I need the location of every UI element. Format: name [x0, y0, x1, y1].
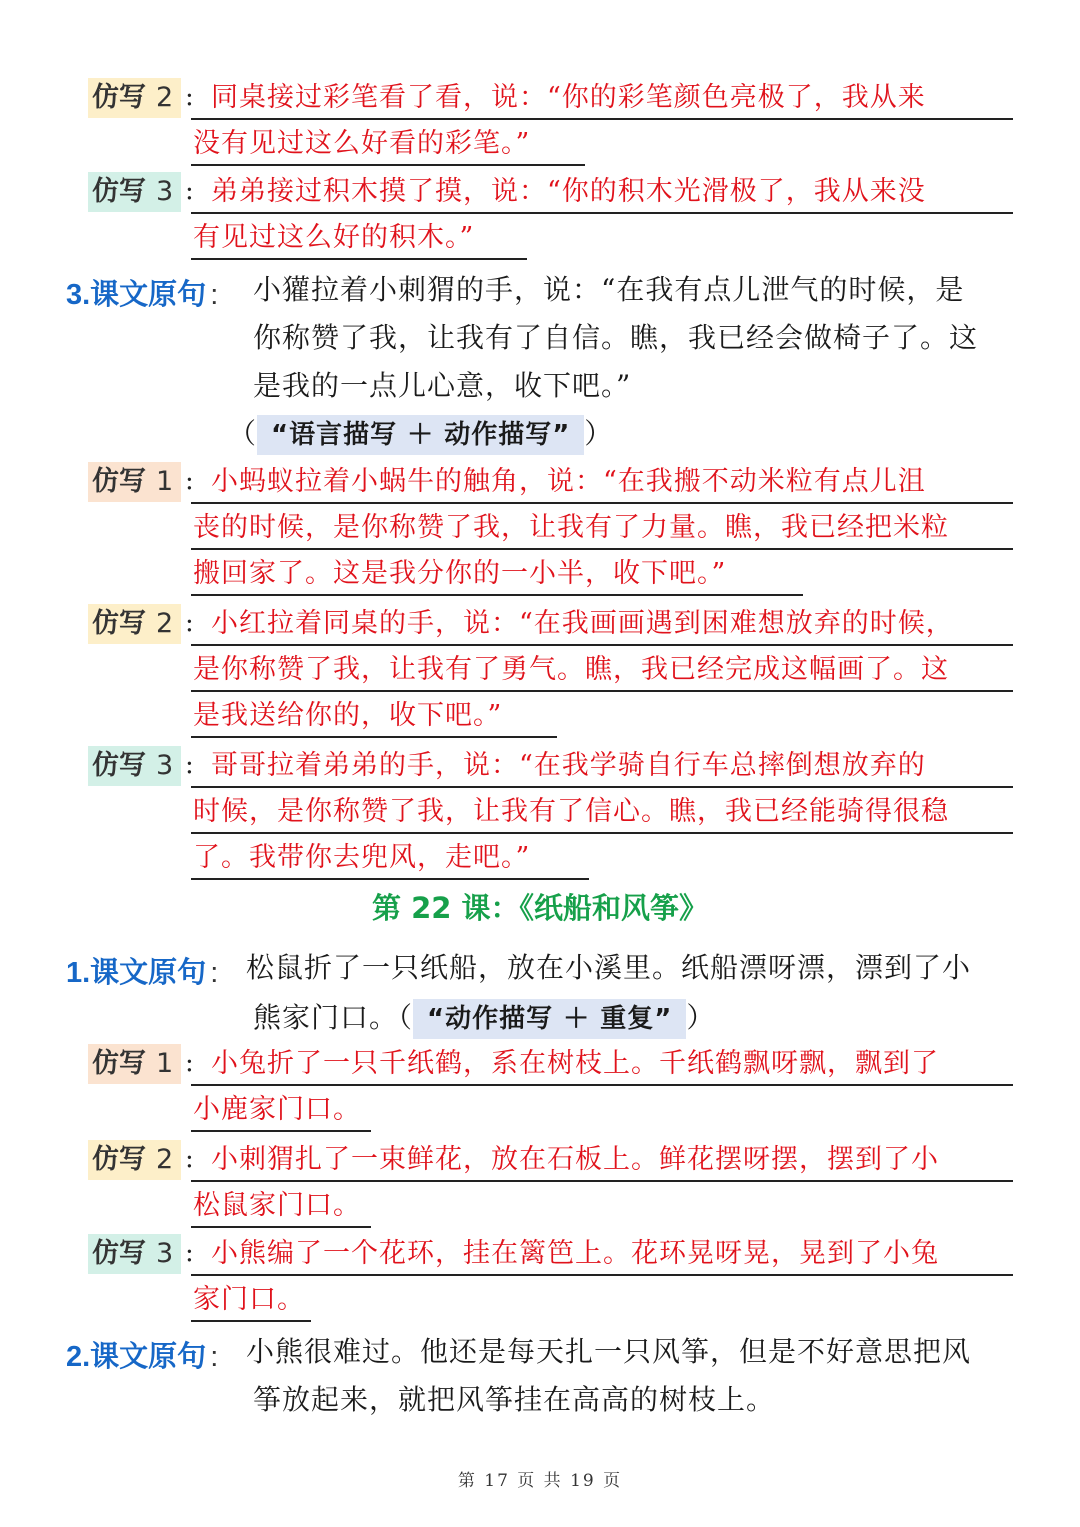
imitation-label-2: 仿写 2 — [88, 78, 181, 118]
page-number: 第 17 页 共 19 页 — [457, 1471, 623, 1491]
original-line: 松鼠折了一只纸船，放在小溪里。纸船漂呀漂，漂到了小 — [246, 951, 972, 984]
answer-line: 搬回家了。这是我分你的一小半，收下吧。” — [191, 554, 803, 596]
original-line: 小熊很难过。他还是每天扎一只风筝，但是不好意思把风 — [246, 1335, 972, 1368]
imitation-label-1: 仿写 1 — [88, 1044, 181, 1084]
technique-tag: “动作描写 ＋ 重复” — [413, 999, 686, 1039]
imitation-answer — [191, 172, 1013, 264]
colon: : — [185, 82, 194, 112]
original-line: 你称赞了我，让我有了自信。瞧，我已经会做椅子了。这 — [253, 321, 979, 354]
original-sentence — [246, 944, 971, 992]
imitation-label-3: 仿写 3 — [88, 172, 181, 212]
answer-line: 弟弟接过积木摸了摸，说：“你的积木光滑极了，我从来没 — [191, 172, 1013, 214]
original-sentence — [253, 266, 978, 410]
imitation-label-3: 仿写 3 — [88, 1234, 181, 1274]
answer-line: 小兔折了一只千纸鹤，系在树枝上。千纸鹤飘呀飘，飘到了 — [191, 1044, 1013, 1086]
imitation-answer — [191, 604, 1013, 742]
imitation-label-2: 仿写 2 — [88, 604, 181, 644]
answer-line: 时候，是你称赞了我，让我有了信心。瞧，我已经能骑得很稳 — [191, 792, 1013, 834]
lesson-title: 第 22 课：《纸船和风筝》 — [371, 891, 709, 925]
answer-line: 有见过这么好的积木。” — [191, 218, 527, 260]
answer-line: 小刺猬扎了一束鲜花，放在石板上。鲜花摆呀摆，摆到了小 — [191, 1140, 1013, 1182]
answer-line: 哥哥拉着弟弟的手，说：“在我学骑自行车总摔倒想放弃的 — [191, 746, 1013, 788]
answer-line: 小红拉着同桌的手，说：“在我画画遇到困难想放弃的时候， — [191, 604, 1013, 646]
answer-line: 了。我带你去兜风，走吧。” — [191, 838, 589, 880]
technique-note: 熊家门口。（ “动作描写 ＋ 重复” ） — [253, 994, 715, 1042]
original-line: 小獾拉着小刺猬的手，说：“在我有点儿泄气的时候，是 — [253, 273, 965, 306]
colon: : — [185, 1048, 194, 1078]
answer-line: 是我送给你的，收下吧。” — [191, 696, 557, 738]
colon: : — [185, 1238, 194, 1268]
imitation-label-2: 仿写 2 — [88, 1140, 181, 1180]
imitation-answer — [191, 746, 1013, 884]
original-line: 熊家门口。 — [253, 1001, 399, 1034]
original-sentence-label: 3.课文原句 : — [66, 279, 219, 311]
original-sentence-label: 2.课文原句 : — [66, 1341, 219, 1373]
original-line: 是我的一点儿心意，收下吧。” — [253, 369, 632, 402]
imitation-answer — [191, 462, 1013, 600]
answer-line: 松鼠家门口。 — [191, 1186, 371, 1228]
colon: : — [185, 608, 194, 638]
answer-line: 小鹿家门口。 — [191, 1090, 371, 1132]
colon: : — [185, 750, 194, 780]
colon: : — [185, 176, 194, 206]
imitation-answer — [191, 1140, 1013, 1232]
answer-line: 是你称赞了我，让我有了勇气。瞧，我已经完成这幅画了。这 — [191, 650, 1013, 692]
imitation-label-1: 仿写 1 — [88, 462, 181, 502]
original-sentence — [246, 1328, 971, 1424]
imitation-answer — [191, 1234, 1013, 1326]
imitation-answer — [191, 1044, 1013, 1136]
original-line: 筝放起来，就把风筝挂在高高的树枝上。 — [253, 1383, 776, 1416]
original-sentence-label: 1.课文原句 : — [66, 957, 219, 989]
answer-line: 丧的时候，是你称赞了我，让我有了力量。瞧，我已经把米粒 — [191, 508, 1013, 550]
imitation-label-3: 仿写 3 — [88, 746, 181, 786]
answer-line: 同桌接过彩笔看了看，说：“你的彩笔颜色亮极了，我从来 — [191, 78, 1013, 120]
technique-tag: “语言描写 ＋ 动作描写” — [257, 415, 584, 455]
answer-line: 小蚂蚁拉着小蜗牛的触角，说：“在我搬不动米粒有点儿沮 — [191, 462, 1013, 504]
answer-line: 小熊编了一个花环，挂在篱笆上。花环晃呀晃，晃到了小兔 — [191, 1234, 1013, 1276]
answer-line: 家门口。 — [191, 1280, 311, 1322]
answer-line: 没有见过这么好看的彩笔。” — [191, 124, 585, 166]
technique-note: （ “语言描写 ＋ 动作描写” ） — [228, 410, 613, 458]
imitation-answer — [191, 78, 1013, 170]
colon: : — [185, 1144, 194, 1174]
colon: : — [185, 466, 194, 496]
